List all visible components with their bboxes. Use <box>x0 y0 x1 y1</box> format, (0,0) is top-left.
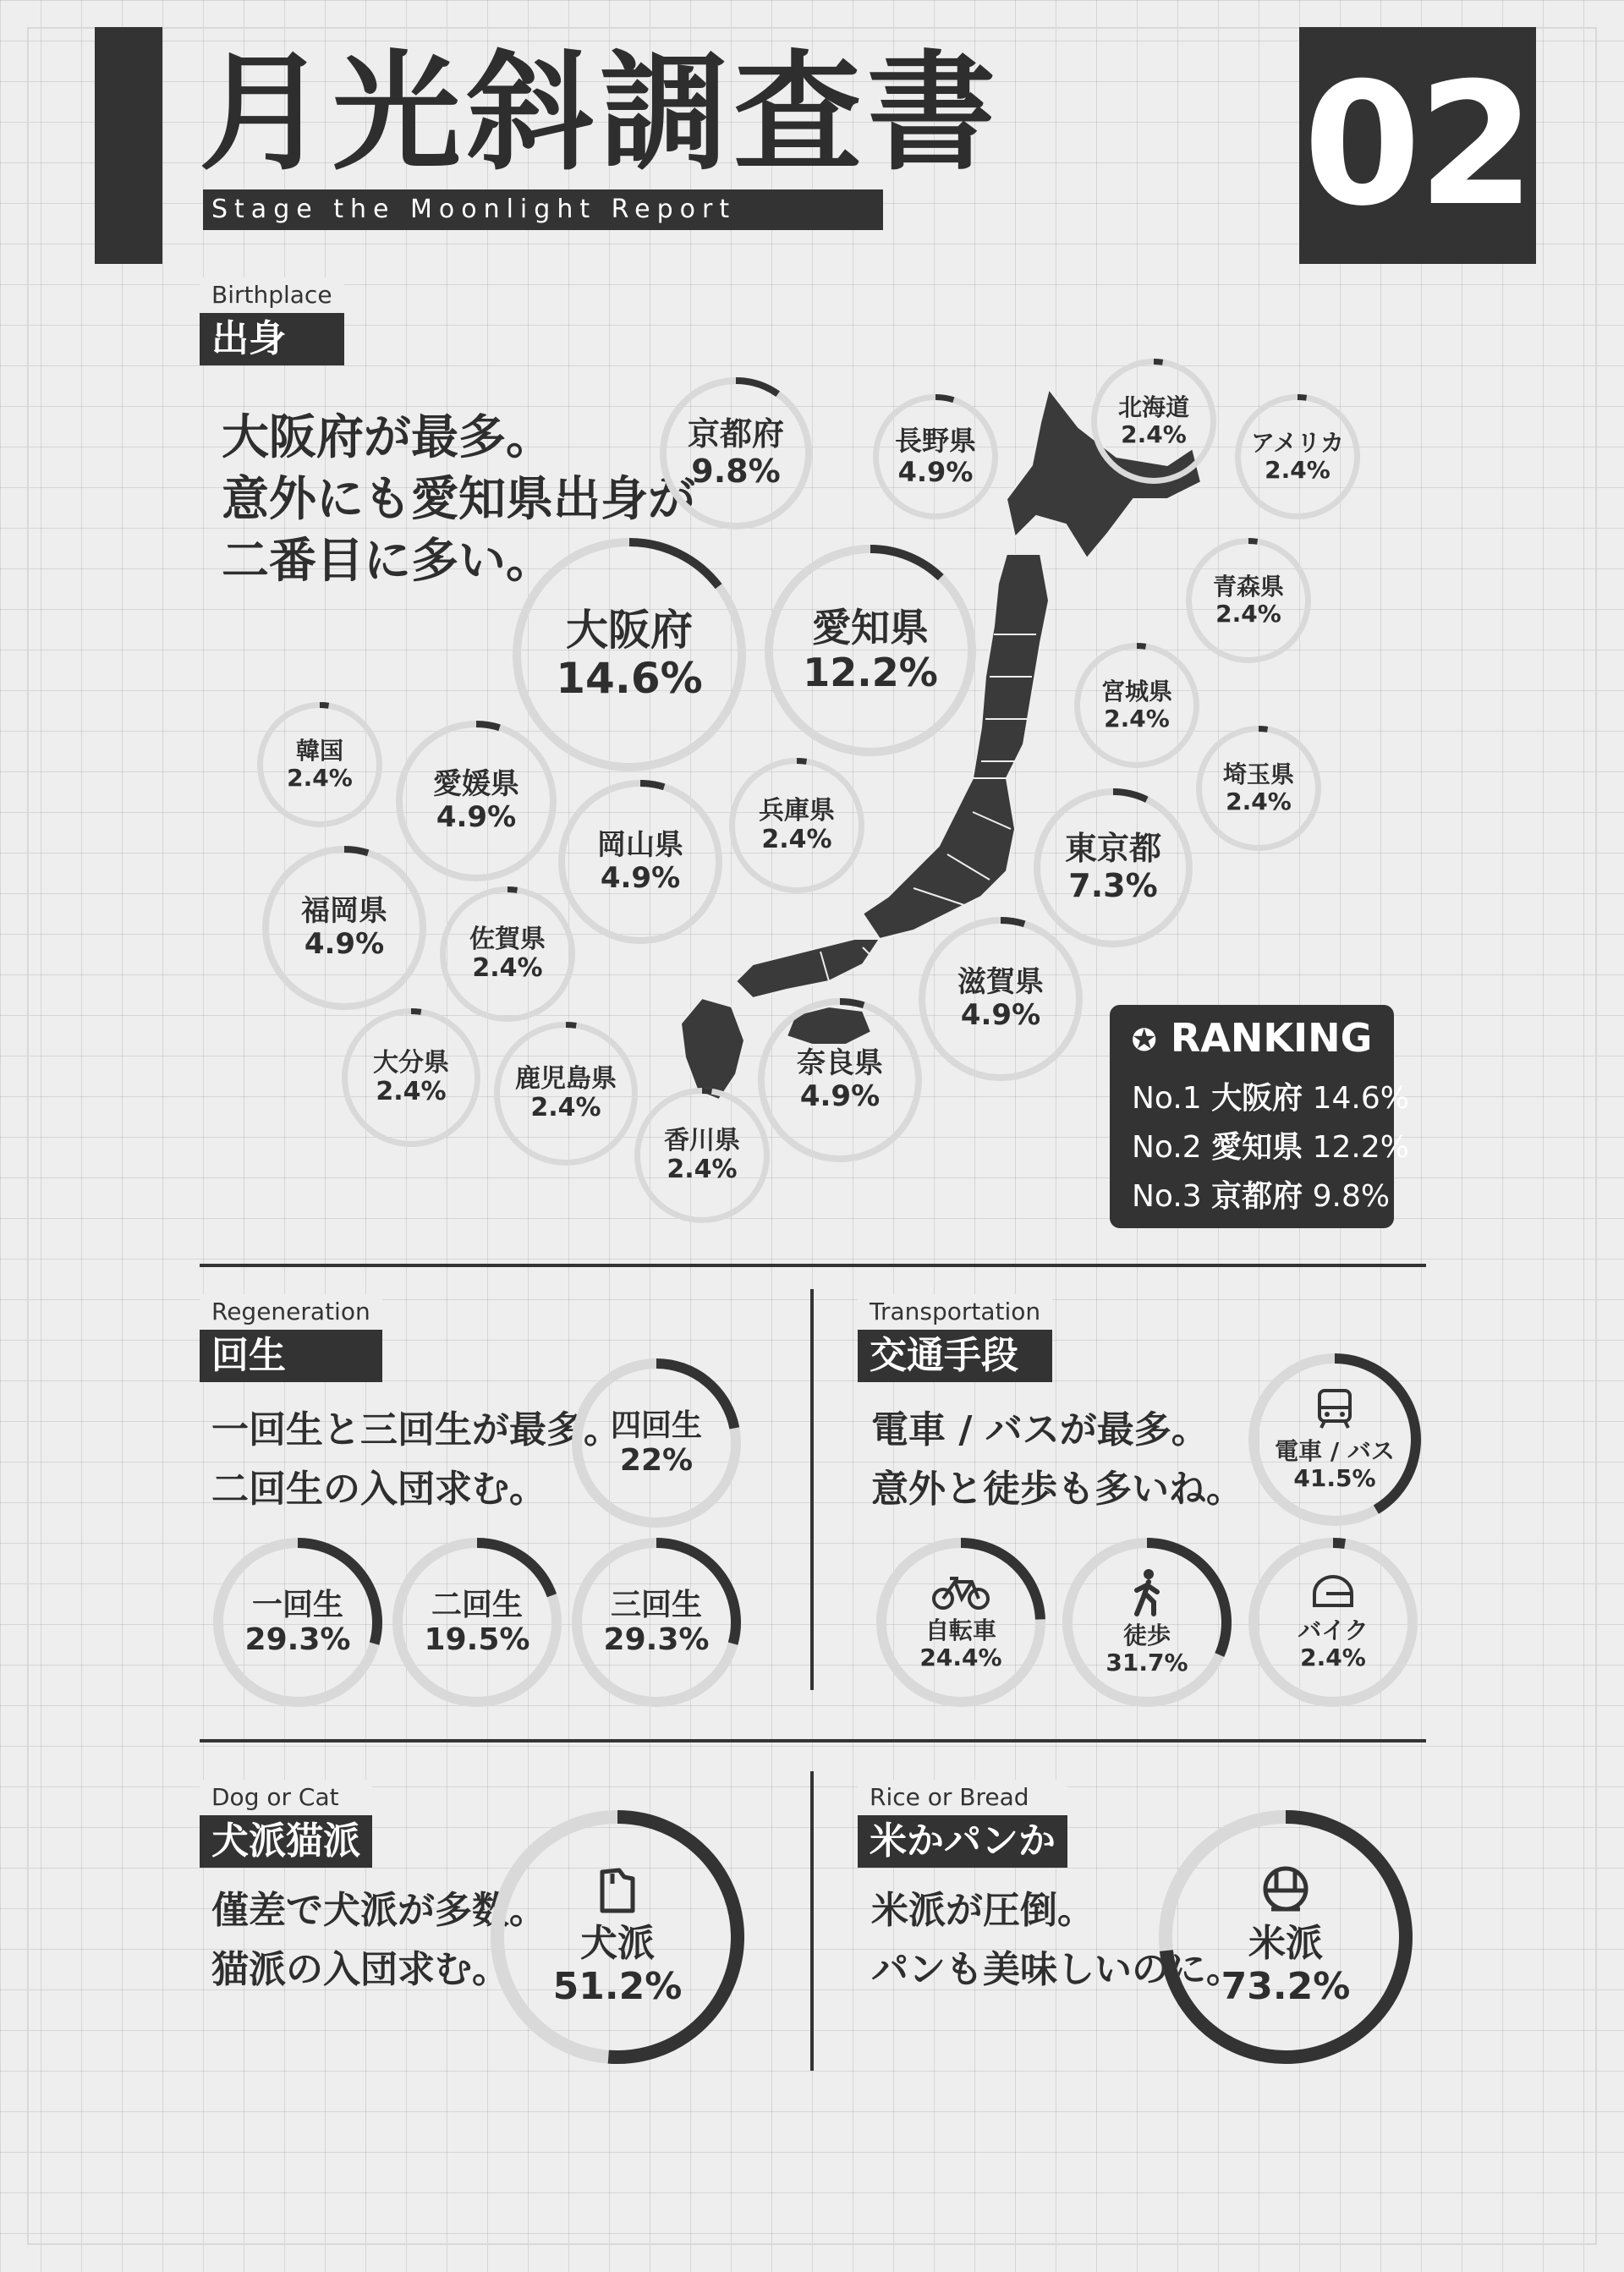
section-label-en: Rice or Bread <box>858 1780 1067 1815</box>
percentage-arc <box>1001 920 1024 924</box>
ring-value: 2.4% <box>1226 788 1292 815</box>
medal-icon: ✪ <box>1131 1023 1157 1058</box>
section-label-en: Birthplace <box>200 277 344 313</box>
ring-oita <box>342 1008 480 1147</box>
ring-value: 2.4% <box>1104 705 1170 733</box>
arc <box>765 545 976 756</box>
percentage-arc <box>298 1543 377 1644</box>
percentage-arc <box>476 724 500 727</box>
ring-value: 41.5% <box>1293 1464 1376 1492</box>
ranking-row-3: No.3 京都府 9.8% <box>1132 1179 1391 1214</box>
percentage-arc <box>961 1543 1040 1619</box>
percentage-arc <box>840 1002 864 1005</box>
percentage-arc <box>608 1817 738 2057</box>
ring-label: 徒歩 <box>1122 1621 1171 1649</box>
ring-value: 51.2% <box>552 1965 683 2008</box>
ring-value: 4.9% <box>436 800 517 834</box>
ring-label: 埼玉県 <box>1222 760 1294 788</box>
percentage-arc <box>640 783 664 787</box>
ring-year1 <box>213 1538 382 1707</box>
divider <box>810 1289 814 1690</box>
arc <box>758 998 922 1162</box>
ring-saitama <box>1196 726 1321 851</box>
ring-label: 一回生 <box>251 1587 343 1622</box>
rice-or-bread-label <box>858 1780 1067 1868</box>
arc <box>558 780 722 944</box>
ring-value: 4.9% <box>600 861 681 895</box>
divider <box>200 1739 1426 1742</box>
ring-label: 宮城県 <box>1100 677 1172 705</box>
ring-okayama <box>558 780 722 944</box>
ring-miyagi <box>1074 643 1199 768</box>
issue-number: 02 <box>1299 27 1536 264</box>
ring-label: 青森県 <box>1212 572 1284 601</box>
ring-shiga <box>919 917 1083 1081</box>
ring-year3 <box>572 1538 741 1707</box>
map-kyushu <box>681 998 744 1100</box>
arc <box>1235 394 1360 519</box>
ring-value: 2.4% <box>376 1077 447 1106</box>
percentage-arc <box>736 381 778 394</box>
arc <box>213 1538 382 1707</box>
ring-aomori <box>1186 538 1311 663</box>
percentage-arc <box>411 1012 421 1013</box>
section-label-jp: 犬派猫派 <box>200 1815 372 1868</box>
arc <box>572 1358 741 1528</box>
arc <box>634 1088 770 1223</box>
percentage-arc <box>1333 1543 1345 1544</box>
section-label-en: Regeneration <box>200 1294 382 1330</box>
arc <box>494 1022 638 1166</box>
arc <box>1186 538 1311 663</box>
birthplace-label <box>200 277 344 365</box>
percentage-arc <box>1113 792 1147 799</box>
percentage-arc <box>1166 1817 1406 2057</box>
ring-label: 米派 <box>1248 1922 1323 1966</box>
percentage-arc <box>477 1543 551 1595</box>
arc <box>572 1538 741 1707</box>
page-title: 月光斜調査書 <box>199 38 1001 188</box>
arc <box>1248 1538 1418 1707</box>
arc <box>919 917 1083 1081</box>
section-label-en: Dog or Cat <box>200 1780 372 1815</box>
ring-hyogo <box>729 758 864 893</box>
ring-value: 31.7% <box>1106 1649 1188 1677</box>
ring-value: 2.4% <box>1300 1644 1366 1671</box>
ring-hokkaido <box>1091 359 1216 484</box>
transportation-headline: 電車 / バスが最多。 意外と徒歩も多いね。 <box>871 1408 1243 1512</box>
ring-value: 4.9% <box>960 998 1041 1032</box>
percentage-arc <box>1137 646 1146 647</box>
ring-label: 鹿児島県 <box>515 1063 617 1094</box>
arc <box>440 886 575 1022</box>
ranking-box <box>1110 1005 1409 1228</box>
ring-label: 三回生 <box>610 1587 702 1622</box>
ring-value: 29.3% <box>244 1622 351 1657</box>
arc <box>729 758 864 893</box>
ring-value: 73.2% <box>1221 1965 1351 2008</box>
ring-value: 2.4% <box>472 953 543 983</box>
percentage-arc <box>1248 541 1258 542</box>
ring-label: 大阪府 <box>566 605 693 655</box>
percentage-arc <box>1147 1543 1226 1655</box>
rice-or-bread-headline: 米派が圧倒。 パンも美味しいのに。 <box>871 1889 1243 1992</box>
ring-value: 2.4% <box>287 764 353 792</box>
ring-kyoto <box>660 377 812 530</box>
ring-train <box>1248 1353 1421 1526</box>
transportation-label <box>858 1294 1052 1382</box>
section-label-en: Transportation <box>858 1294 1052 1330</box>
ring-label: 岡山県 <box>597 827 683 862</box>
ring-label: 電車 / バス <box>1275 1436 1395 1465</box>
birthplace-headline: 大阪府が最多。 意外にも愛知県出身が 二番目に多い。 <box>222 410 695 589</box>
arc <box>342 1008 480 1147</box>
map-honshu-north <box>973 554 1049 795</box>
section-label-jp: 出身 <box>200 313 344 365</box>
ring-dog <box>491 1810 744 2064</box>
ring-label: 奈良県 <box>797 1045 883 1080</box>
regeneration-headline: 一回生と三回生が最多。 二回生の入団求む。 <box>211 1408 621 1512</box>
ring-label: 長野県 <box>894 425 976 458</box>
ring-value: 29.3% <box>603 1622 710 1657</box>
ring-value: 4.9% <box>897 456 974 488</box>
ring-value: 4.9% <box>304 927 385 961</box>
ring-label: 京都府 <box>687 415 784 453</box>
ring-value: 2.4% <box>530 1093 601 1122</box>
ring-label: 大分県 <box>373 1047 449 1078</box>
ring-aichi <box>765 545 976 756</box>
arc <box>876 1538 1045 1707</box>
ring-label: 自転車 <box>924 1616 996 1644</box>
ring-label: 兵庫県 <box>759 795 835 826</box>
arc <box>660 377 812 530</box>
ring-motorbike <box>1248 1538 1418 1707</box>
ring-label: 佐賀県 <box>469 924 546 954</box>
arc <box>873 394 998 519</box>
percentage-arc <box>935 398 953 400</box>
ring-label: 滋賀県 <box>957 964 1044 999</box>
ring-label: 東京都 <box>1064 830 1161 868</box>
ring-label: アメリカ <box>1250 428 1345 457</box>
ring-value: 2.4% <box>1121 420 1187 448</box>
ring-label: 福岡県 <box>301 893 387 928</box>
ring-nagano <box>873 394 998 519</box>
section-label-jp: 回生 <box>200 1330 382 1382</box>
ring-value: 14.6% <box>556 654 703 703</box>
page-subtitle: Stage the Moonlight Report <box>203 189 883 230</box>
arc <box>1196 726 1321 851</box>
ring-fukuoka <box>262 846 426 1010</box>
ring-nara <box>758 998 922 1162</box>
ring-label: バイク <box>1298 1616 1369 1644</box>
ring-label: 犬派 <box>580 1922 655 1966</box>
header-accent-bar <box>95 27 162 264</box>
ring-korea <box>257 702 382 827</box>
ranking-row-1: No.1 大阪府 14.6% <box>1132 1081 1409 1116</box>
map-honshu-west <box>736 939 880 998</box>
percentage-arc <box>1154 362 1163 363</box>
map-honshu-central <box>863 778 1015 939</box>
ring-year2 <box>392 1538 562 1707</box>
percentage-arc <box>1335 1358 1416 1510</box>
percentage-arc <box>797 761 806 762</box>
arc <box>1074 643 1199 768</box>
section-label-jp: 交通手段 <box>858 1330 1052 1382</box>
divider <box>200 1264 1426 1267</box>
percentage-arc <box>870 549 941 578</box>
ring-value: 2.4% <box>667 1155 738 1184</box>
ring-value: 4.9% <box>799 1079 881 1113</box>
percentage-arc <box>1259 729 1268 730</box>
arc <box>392 1538 562 1707</box>
percentage-arc <box>344 849 368 853</box>
ring-label: 香川県 <box>664 1125 740 1155</box>
ring-label: 四回生 <box>610 1408 702 1443</box>
ring-kagawa <box>634 1088 770 1223</box>
arc <box>257 702 382 827</box>
ring-value: 24.4% <box>919 1644 1002 1671</box>
percentage-arc <box>702 1091 711 1092</box>
section-label-jp: 米かパンか <box>858 1815 1067 1868</box>
ring-value: 7.3% <box>1068 867 1158 904</box>
ranking-title: ✪ RANKING <box>1131 1015 1373 1061</box>
arc <box>1091 359 1216 484</box>
percentage-arc <box>656 1364 734 1428</box>
ring-value: 19.5% <box>424 1622 530 1657</box>
arc <box>262 846 426 1010</box>
ring-walk <box>1062 1538 1232 1707</box>
dog-or-cat-label <box>200 1780 372 1868</box>
percentage-arc <box>566 1025 576 1026</box>
regeneration-label <box>200 1294 382 1382</box>
arc <box>1062 1538 1232 1707</box>
dog-or-cat-headline: 僅差で犬派が多数。 猫派の入団求む。 <box>211 1889 546 1992</box>
ring-kagoshima <box>494 1022 638 1166</box>
ring-label: 韓国 <box>295 736 343 765</box>
percentage-arc <box>629 542 719 586</box>
ring-label: 愛知県 <box>812 605 929 651</box>
ring-label: 北海道 <box>1117 392 1189 421</box>
ring-value: 9.8% <box>691 453 781 490</box>
percentage-arc <box>656 1543 736 1644</box>
ring-year4 <box>572 1358 741 1528</box>
ring-america <box>1235 394 1360 519</box>
ring-value: 2.4% <box>761 825 832 854</box>
ring-bicycle <box>876 1538 1045 1707</box>
ranking-row-2: No.2 愛知県 12.2% <box>1132 1130 1409 1165</box>
arc <box>1159 1810 1413 2064</box>
ring-value: 2.4% <box>1215 600 1281 628</box>
arc <box>1248 1353 1421 1526</box>
ring-saga <box>440 886 575 1022</box>
divider <box>810 1771 814 2071</box>
arc <box>491 1810 744 2064</box>
percentage-arc <box>508 890 517 891</box>
ring-label: 二回生 <box>431 1587 523 1622</box>
ring-value: 22% <box>619 1443 694 1478</box>
ring-value: 2.4% <box>1265 456 1330 484</box>
percentage-arc <box>320 705 329 706</box>
ring-value: 12.2% <box>803 650 938 695</box>
ring-rice <box>1159 1810 1413 2064</box>
ring-label: 愛媛県 <box>433 766 519 801</box>
